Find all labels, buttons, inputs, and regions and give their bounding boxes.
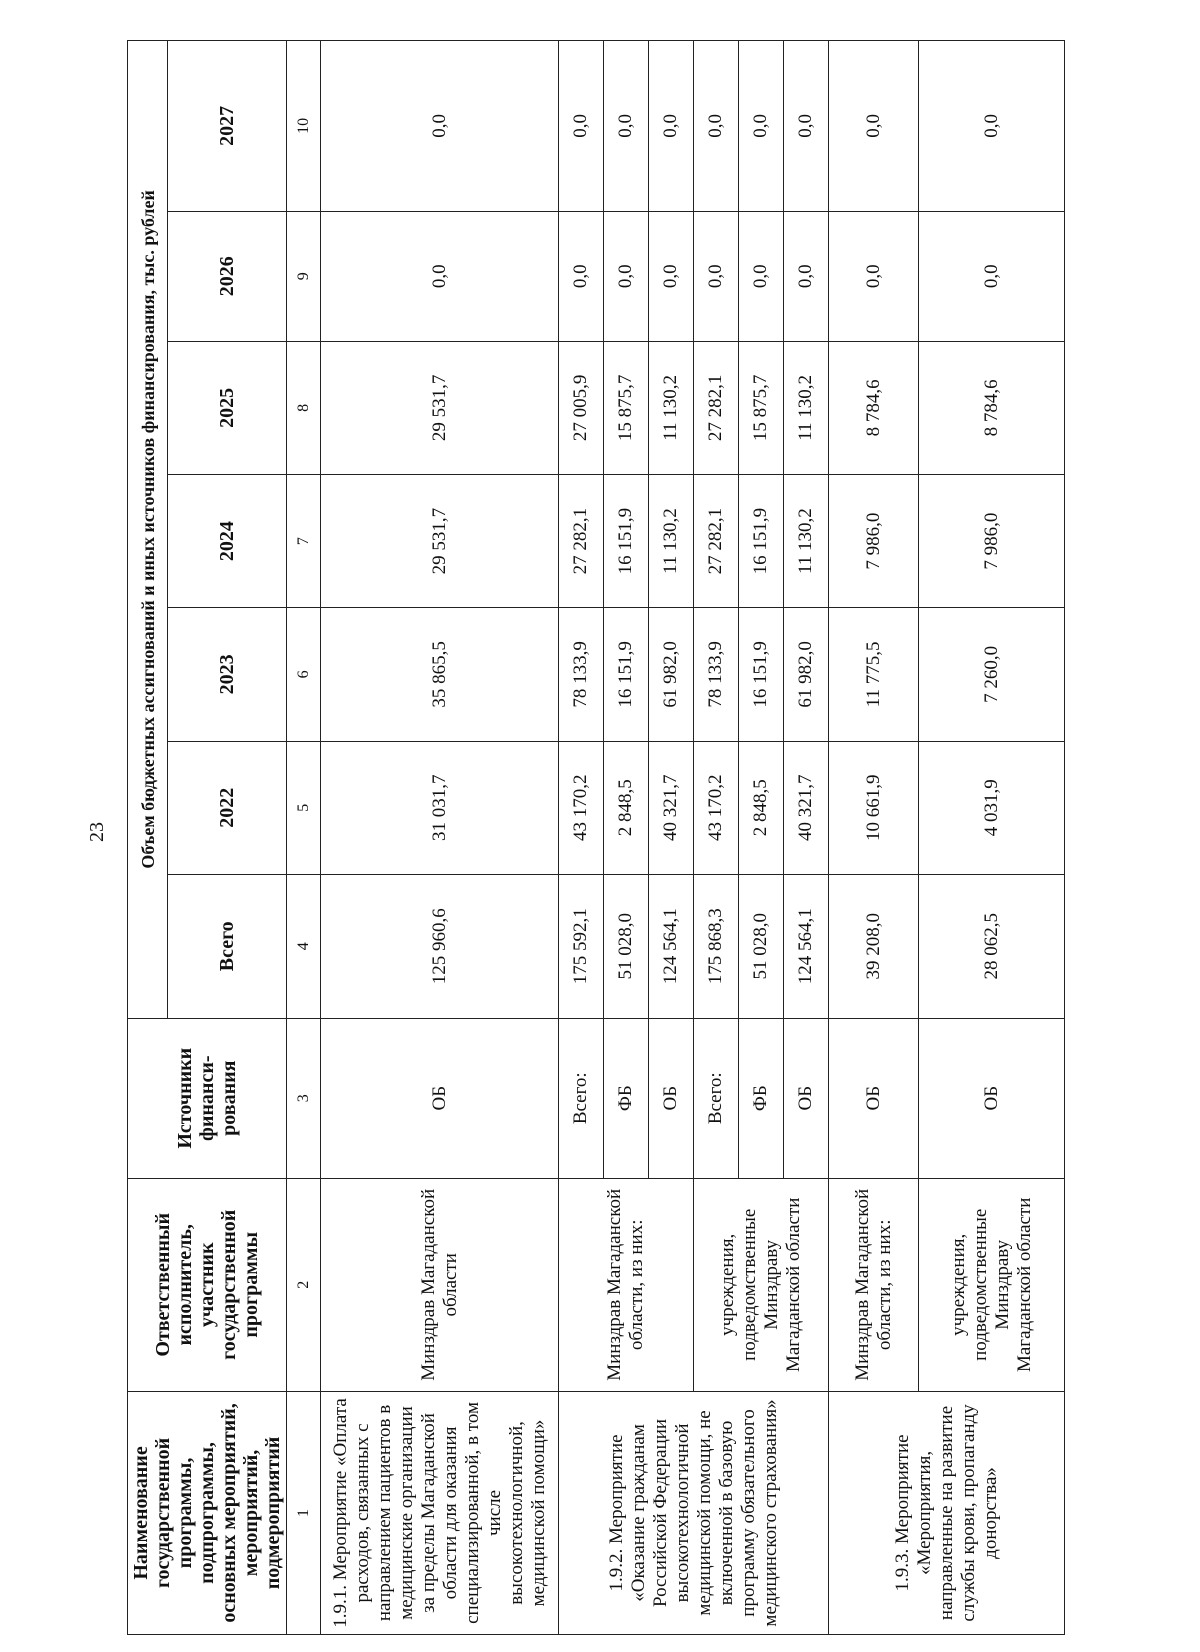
value-cell: 35 865,5 [321, 608, 559, 741]
value-cell: 0,0 [649, 41, 694, 212]
col-number: 5 [287, 741, 321, 874]
value-cell: 0,0 [739, 41, 784, 212]
header-row-1 [128, 41, 168, 1635]
header-funding-group: Объем бюджетных ассигнований и иных источников финансирования, тыс. рублей [128, 41, 168, 1019]
value-cell: 0,0 [559, 211, 604, 341]
value-cell: 15 875,7 [604, 341, 649, 474]
value-cell: 0,0 [694, 211, 739, 341]
col-number: 10 [287, 41, 321, 212]
value-cell: 11 130,2 [649, 341, 694, 474]
value-cell: 0,0 [604, 41, 649, 212]
table-row [559, 41, 604, 1635]
value-cell: 0,0 [829, 211, 919, 341]
source-cell: ОБ [321, 1018, 559, 1178]
value-cell: 28 062,5 [919, 874, 1065, 1018]
value-cell: 11 130,2 [649, 475, 694, 608]
column-number-row [287, 41, 321, 1635]
value-cell: 8 784,6 [829, 341, 919, 474]
value-cell: 11 775,5 [829, 608, 919, 741]
header-year: 2024 [168, 475, 287, 608]
value-cell: 43 170,2 [694, 741, 739, 874]
measure-name: 1.9.1. Мероприятие «Оплата расходов, связанных с направлением пациентов в медицинские организации за пределы Магаданской области для оказания специализированной, в том числе высокотехнологичной, медицинской помощи» [321, 1391, 559, 1634]
value-cell: 27 282,1 [694, 341, 739, 474]
value-cell: 40 321,7 [784, 741, 829, 874]
header-source: Источники финанси-рования [128, 1018, 287, 1178]
value-cell: 51 028,0 [604, 874, 649, 1018]
value-cell: 16 151,9 [739, 475, 784, 608]
value-cell: 0,0 [919, 211, 1065, 341]
value-cell: 0,0 [739, 211, 784, 341]
header-year: 2023 [168, 608, 287, 741]
value-cell: 0,0 [559, 41, 604, 212]
table-row [321, 41, 559, 1635]
source-cell: ОБ [649, 1018, 694, 1178]
value-cell: 39 208,0 [829, 874, 919, 1018]
source-cell: ОБ [829, 1018, 919, 1178]
value-cell: 0,0 [829, 41, 919, 212]
value-cell: 124 564,1 [649, 874, 694, 1018]
col-number: 1 [287, 1391, 321, 1634]
value-cell: 8 784,6 [919, 341, 1065, 474]
page-number: 23 [86, 822, 108, 842]
financing-table [127, 40, 1065, 1635]
executor-cell: учреждения, подведомственные Минздраву Магаданской области [694, 1178, 829, 1391]
source-cell: ФБ [604, 1018, 649, 1178]
table-row [829, 41, 919, 1635]
measure-name: 1.9.2. Мероприятие «Оказание гражданам Российской Федерации высокотехнологичной медицинской помощи, не включенной в базовую программу обязательного медицинского страхования» [559, 1391, 829, 1634]
value-cell: 61 982,0 [784, 608, 829, 741]
value-cell: 40 321,7 [649, 741, 694, 874]
header-year: 2026 [168, 211, 287, 341]
value-cell: 2 848,5 [604, 741, 649, 874]
value-cell: 51 028,0 [739, 874, 784, 1018]
value-cell: 27 282,1 [694, 475, 739, 608]
value-cell: 43 170,2 [559, 741, 604, 874]
value-cell: 125 960,6 [321, 874, 559, 1018]
measure-name: 1.9.3. Мероприятие «Мероприятия, направленные на развитие службы крови, пропаганду донорства» [829, 1391, 1065, 1634]
value-cell: 31 031,7 [321, 741, 559, 874]
executor-cell: Минздрав Магаданской области, из них: [829, 1178, 919, 1391]
header-executor: Ответственный исполнитель, участник государственной программы [128, 1178, 287, 1391]
col-number: 8 [287, 341, 321, 474]
value-cell: 7 260,0 [919, 608, 1065, 741]
value-cell: 0,0 [321, 211, 559, 341]
header-total: Всего [168, 874, 287, 1018]
executor-cell: Минздрав Магаданской области, из них: [559, 1178, 694, 1391]
value-cell: 16 151,9 [604, 475, 649, 608]
value-cell: 4 031,9 [919, 741, 1065, 874]
col-number: 6 [287, 608, 321, 741]
value-cell: 0,0 [321, 41, 559, 212]
header-name: Наименование государственной программы, подпрограммы, основных мероприятий, мероприятий, подмероприятий [128, 1391, 287, 1634]
value-cell: 11 130,2 [784, 341, 829, 474]
value-cell: 7 986,0 [919, 475, 1065, 608]
header-year: 2025 [168, 341, 287, 474]
col-number: 7 [287, 475, 321, 608]
source-cell: ФБ [739, 1018, 784, 1178]
header-year: 2022 [168, 741, 287, 874]
value-cell: 10 661,9 [829, 741, 919, 874]
value-cell: 27 005,9 [559, 341, 604, 474]
header-year: 2027 [168, 41, 287, 212]
executor-cell: учреждения, подведомственные Минздраву Магаданской области [919, 1178, 1065, 1391]
value-cell: 175 592,1 [559, 874, 604, 1018]
source-cell: ОБ [784, 1018, 829, 1178]
value-cell: 0,0 [694, 41, 739, 212]
col-number: 2 [287, 1178, 321, 1391]
col-number: 4 [287, 874, 321, 1018]
source-cell: Всего: [694, 1018, 739, 1178]
value-cell: 16 151,9 [739, 608, 784, 741]
value-cell: 78 133,9 [694, 608, 739, 741]
col-number: 3 [287, 1018, 321, 1178]
value-cell: 7 986,0 [829, 475, 919, 608]
value-cell: 29 531,7 [321, 475, 559, 608]
value-cell: 175 868,3 [694, 874, 739, 1018]
value-cell: 0,0 [649, 211, 694, 341]
value-cell: 124 564,1 [784, 874, 829, 1018]
value-cell: 61 982,0 [649, 608, 694, 741]
value-cell: 15 875,7 [739, 341, 784, 474]
value-cell: 0,0 [604, 211, 649, 341]
value-cell: 27 282,1 [559, 475, 604, 608]
value-cell: 29 531,7 [321, 341, 559, 474]
value-cell: 16 151,9 [604, 608, 649, 741]
financing-table-sheet [127, 40, 1055, 1635]
col-number: 9 [287, 211, 321, 341]
value-cell: 0,0 [784, 41, 829, 212]
value-cell: 0,0 [784, 211, 829, 341]
executor-cell: Минздрав Магаданской области [321, 1178, 559, 1391]
value-cell: 78 133,9 [559, 608, 604, 741]
value-cell: 11 130,2 [784, 475, 829, 608]
value-cell: 0,0 [919, 41, 1065, 212]
value-cell: 2 848,5 [739, 741, 784, 874]
source-cell: Всего: [559, 1018, 604, 1178]
source-cell: ОБ [919, 1018, 1065, 1178]
